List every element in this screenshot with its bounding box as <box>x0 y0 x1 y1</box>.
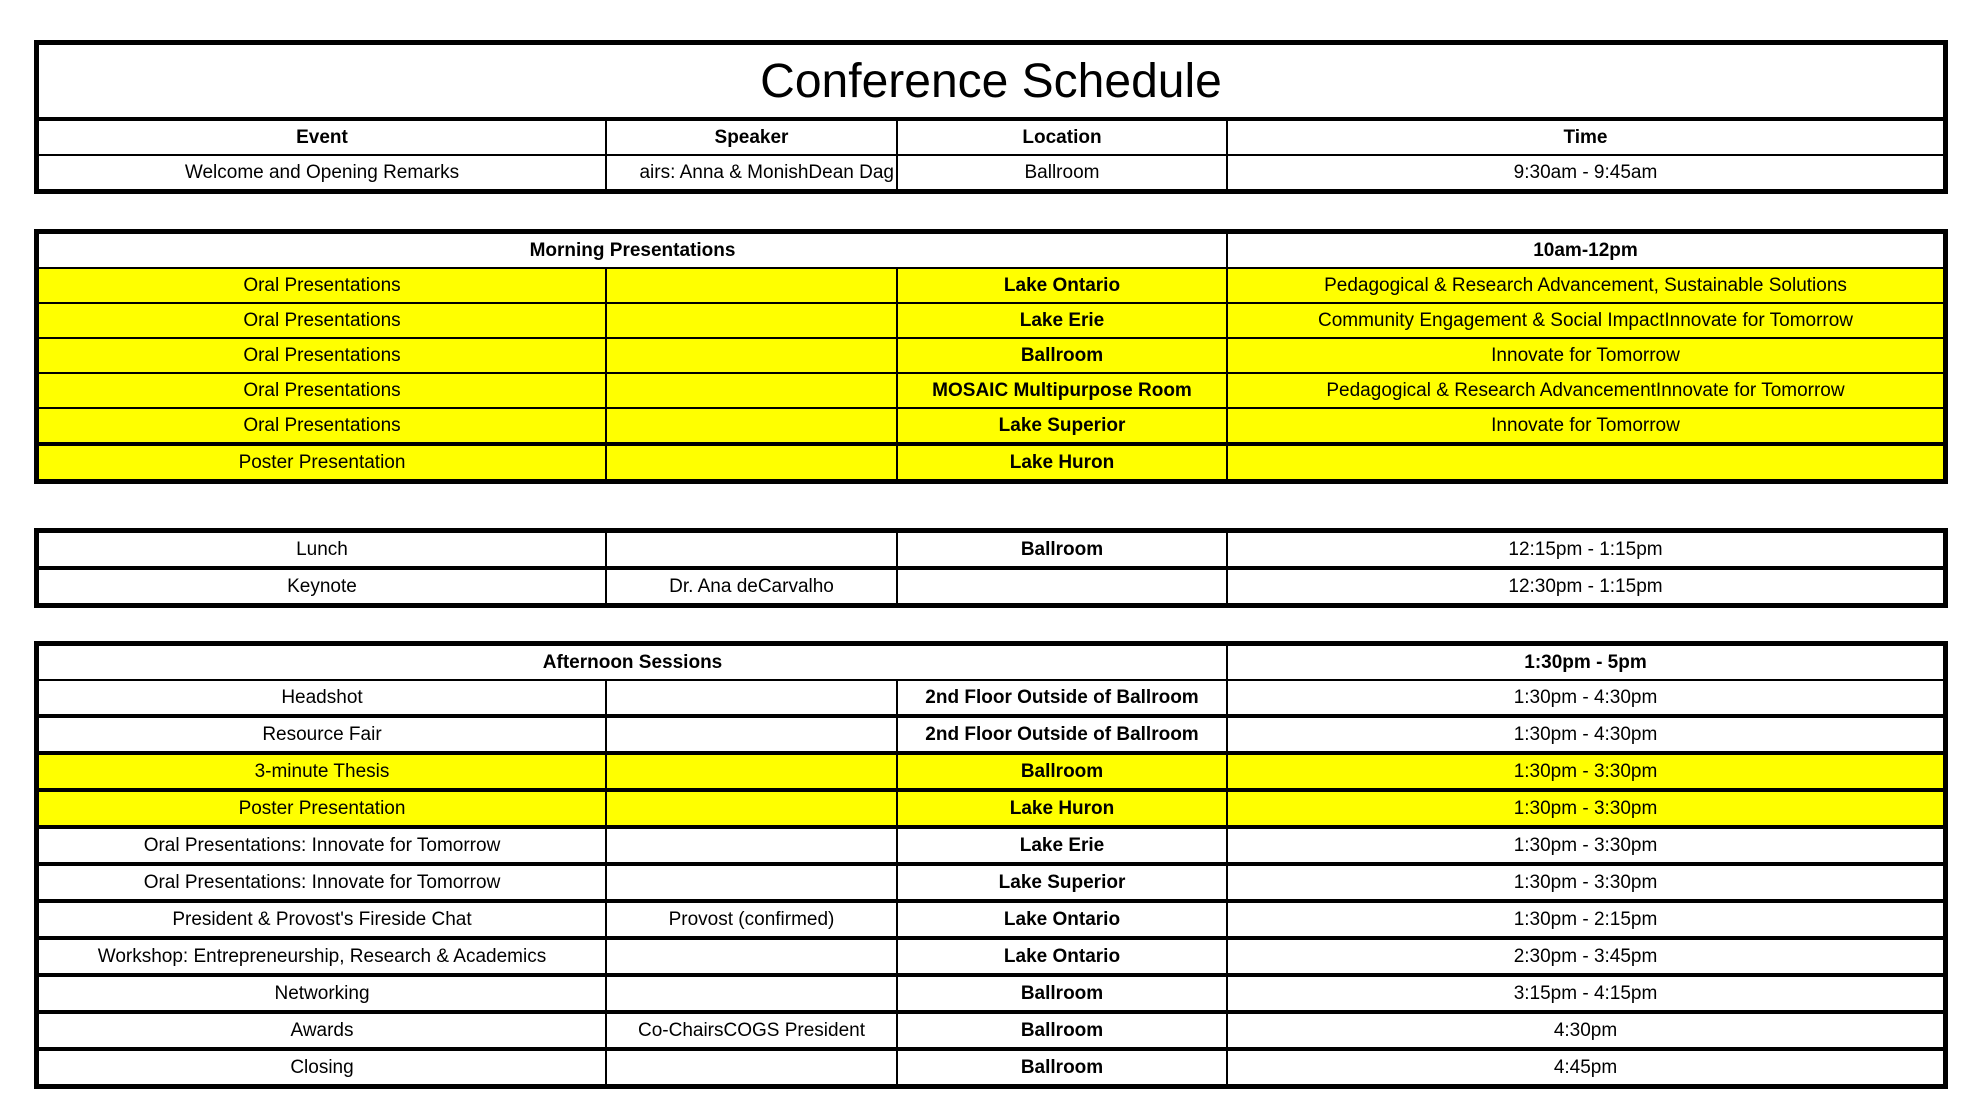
time-cell: 1:30pm - 3:30pm <box>1227 827 1943 864</box>
location-cell <box>897 568 1227 603</box>
table-row <box>39 975 1943 1012</box>
morning-table <box>39 234 1943 479</box>
section-title: Afternoon Sessions <box>39 646 1227 680</box>
speaker-cell <box>606 338 897 373</box>
event-cell: Oral Presentations <box>39 408 606 444</box>
page-title: Conference Schedule <box>39 45 1943 119</box>
speaker-cell <box>606 827 897 864</box>
track-cell: Community Engagement & Social ImpactInnovate for Tomorrow <box>1227 303 1943 338</box>
time-cell: 2:30pm - 3:45pm <box>1227 938 1943 975</box>
event-cell: Resource Fair <box>39 716 606 753</box>
event-cell: Oral Presentations <box>39 268 606 303</box>
speaker-cell <box>606 1049 897 1084</box>
table-row <box>39 680 1943 716</box>
event-cell: Oral Presentations: Innovate for Tomorrow <box>39 827 606 864</box>
table-row <box>39 268 1943 303</box>
track-cell: Pedagogical & Research AdvancementInnovate for Tomorrow <box>1227 373 1943 408</box>
table-row <box>39 827 1943 864</box>
time-cell: 1:30pm - 4:30pm <box>1227 716 1943 753</box>
location-cell: Lake Ontario <box>897 938 1227 975</box>
midday-table <box>39 533 1943 603</box>
speaker-cell <box>606 408 897 444</box>
afternoon-block <box>34 641 1948 1089</box>
speaker-cell <box>606 975 897 1012</box>
speaker-cell: Co-ChairsCOGS President <box>606 1012 897 1049</box>
table-row <box>39 338 1943 373</box>
event-cell: Oral Presentations <box>39 303 606 338</box>
time-cell: 1:30pm - 3:30pm <box>1227 753 1943 790</box>
table-row <box>39 753 1943 790</box>
table-row <box>39 408 1943 444</box>
track-cell: Innovate for Tomorrow <box>1227 338 1943 373</box>
track-cell: Innovate for Tomorrow <box>1227 408 1943 444</box>
time-cell: 1:30pm - 2:15pm <box>1227 901 1943 938</box>
time-cell: 4:30pm <box>1227 1012 1943 1049</box>
event-cell: Lunch <box>39 533 606 568</box>
table-row <box>39 901 1943 938</box>
location-cell: Lake Superior <box>897 864 1227 901</box>
location-cell: Ballroom <box>897 753 1227 790</box>
afternoon-table <box>39 646 1943 1084</box>
section-time: 1:30pm - 5pm <box>1227 646 1943 680</box>
location-cell: Ballroom <box>897 338 1227 373</box>
time-cell: 1:30pm - 4:30pm <box>1227 680 1943 716</box>
table-row <box>39 533 1943 568</box>
event-cell: President & Provost's Fireside Chat <box>39 901 606 938</box>
location-cell: Ballroom <box>897 975 1227 1012</box>
speaker-cell <box>606 373 897 408</box>
event-cell: Headshot <box>39 680 606 716</box>
table-row <box>39 716 1943 753</box>
speaker-cell <box>606 680 897 716</box>
speaker-cell <box>606 753 897 790</box>
event-cell: Welcome and Opening Remarks <box>39 155 606 189</box>
event-cell: Closing <box>39 1049 606 1084</box>
header-event: Event <box>39 119 606 155</box>
header-location: Location <box>897 119 1227 155</box>
time-cell: 12:30pm - 1:15pm <box>1227 568 1943 603</box>
table-row <box>39 864 1943 901</box>
speaker-cell <box>606 790 897 827</box>
morning-header-row <box>39 234 1943 268</box>
midday-block <box>34 528 1948 608</box>
speaker-cell <box>606 303 897 338</box>
track-cell: Pedagogical & Research Advancement, Sustainable Solutions <box>1227 268 1943 303</box>
speaker-cell: Dr. Ana deCarvalho <box>606 568 897 603</box>
location-cell: Lake Erie <box>897 303 1227 338</box>
location-cell: Ballroom <box>897 1012 1227 1049</box>
event-cell: Keynote <box>39 568 606 603</box>
location-cell: Ballroom <box>897 533 1227 568</box>
event-cell: Poster Presentation <box>39 444 606 479</box>
header-time: Time <box>1227 119 1943 155</box>
speaker-cell <box>606 716 897 753</box>
table-row <box>39 1049 1943 1084</box>
table-row <box>39 938 1943 975</box>
location-cell: Lake Superior <box>897 408 1227 444</box>
column-header-row <box>39 119 1943 155</box>
speaker-cell <box>606 864 897 901</box>
table-row <box>39 303 1943 338</box>
time-cell: 9:30am - 9:45am <box>1227 155 1943 189</box>
location-cell: Lake Huron <box>897 790 1227 827</box>
location-cell: Ballroom <box>897 155 1227 189</box>
speaker-cell <box>606 533 897 568</box>
time-cell: 3:15pm - 4:15pm <box>1227 975 1943 1012</box>
welcome-row <box>39 155 1943 189</box>
speaker-cell: Provost (confirmed) <box>606 901 897 938</box>
location-cell: MOSAIC Multipurpose Room <box>897 373 1227 408</box>
schedule-title-block <box>34 40 1948 194</box>
morning-block <box>34 229 1948 484</box>
time-cell: 12:15pm - 1:15pm <box>1227 533 1943 568</box>
speaker-cell: airs: Anna & MonishDean Dag <box>606 155 897 189</box>
time-cell: 1:30pm - 3:30pm <box>1227 790 1943 827</box>
section-title: Morning Presentations <box>39 234 1227 268</box>
event-cell: Networking <box>39 975 606 1012</box>
location-cell: Lake Ontario <box>897 901 1227 938</box>
track-cell <box>1227 444 1943 479</box>
title-table <box>39 45 1943 189</box>
event-cell: Oral Presentations <box>39 338 606 373</box>
location-cell: Lake Ontario <box>897 268 1227 303</box>
location-cell: 2nd Floor Outside of Ballroom <box>897 716 1227 753</box>
table-row <box>39 1012 1943 1049</box>
event-cell: Poster Presentation <box>39 790 606 827</box>
event-cell: Oral Presentations <box>39 373 606 408</box>
event-cell: Oral Presentations: Innovate for Tomorrow <box>39 864 606 901</box>
speaker-cell <box>606 444 897 479</box>
time-cell: 4:45pm <box>1227 1049 1943 1084</box>
table-row <box>39 568 1943 603</box>
table-row <box>39 790 1943 827</box>
header-speaker: Speaker <box>606 119 897 155</box>
event-cell: 3-minute Thesis <box>39 753 606 790</box>
afternoon-header-row <box>39 646 1943 680</box>
section-time: 10am-12pm <box>1227 234 1943 268</box>
table-row <box>39 373 1943 408</box>
time-cell: 1:30pm - 3:30pm <box>1227 864 1943 901</box>
event-cell: Workshop: Entrepreneurship, Research & Academics <box>39 938 606 975</box>
speaker-cell <box>606 938 897 975</box>
location-cell: Ballroom <box>897 1049 1227 1084</box>
event-cell: Awards <box>39 1012 606 1049</box>
location-cell: 2nd Floor Outside of Ballroom <box>897 680 1227 716</box>
location-cell: Lake Erie <box>897 827 1227 864</box>
table-row <box>39 444 1943 479</box>
location-cell: Lake Huron <box>897 444 1227 479</box>
speaker-cell <box>606 268 897 303</box>
